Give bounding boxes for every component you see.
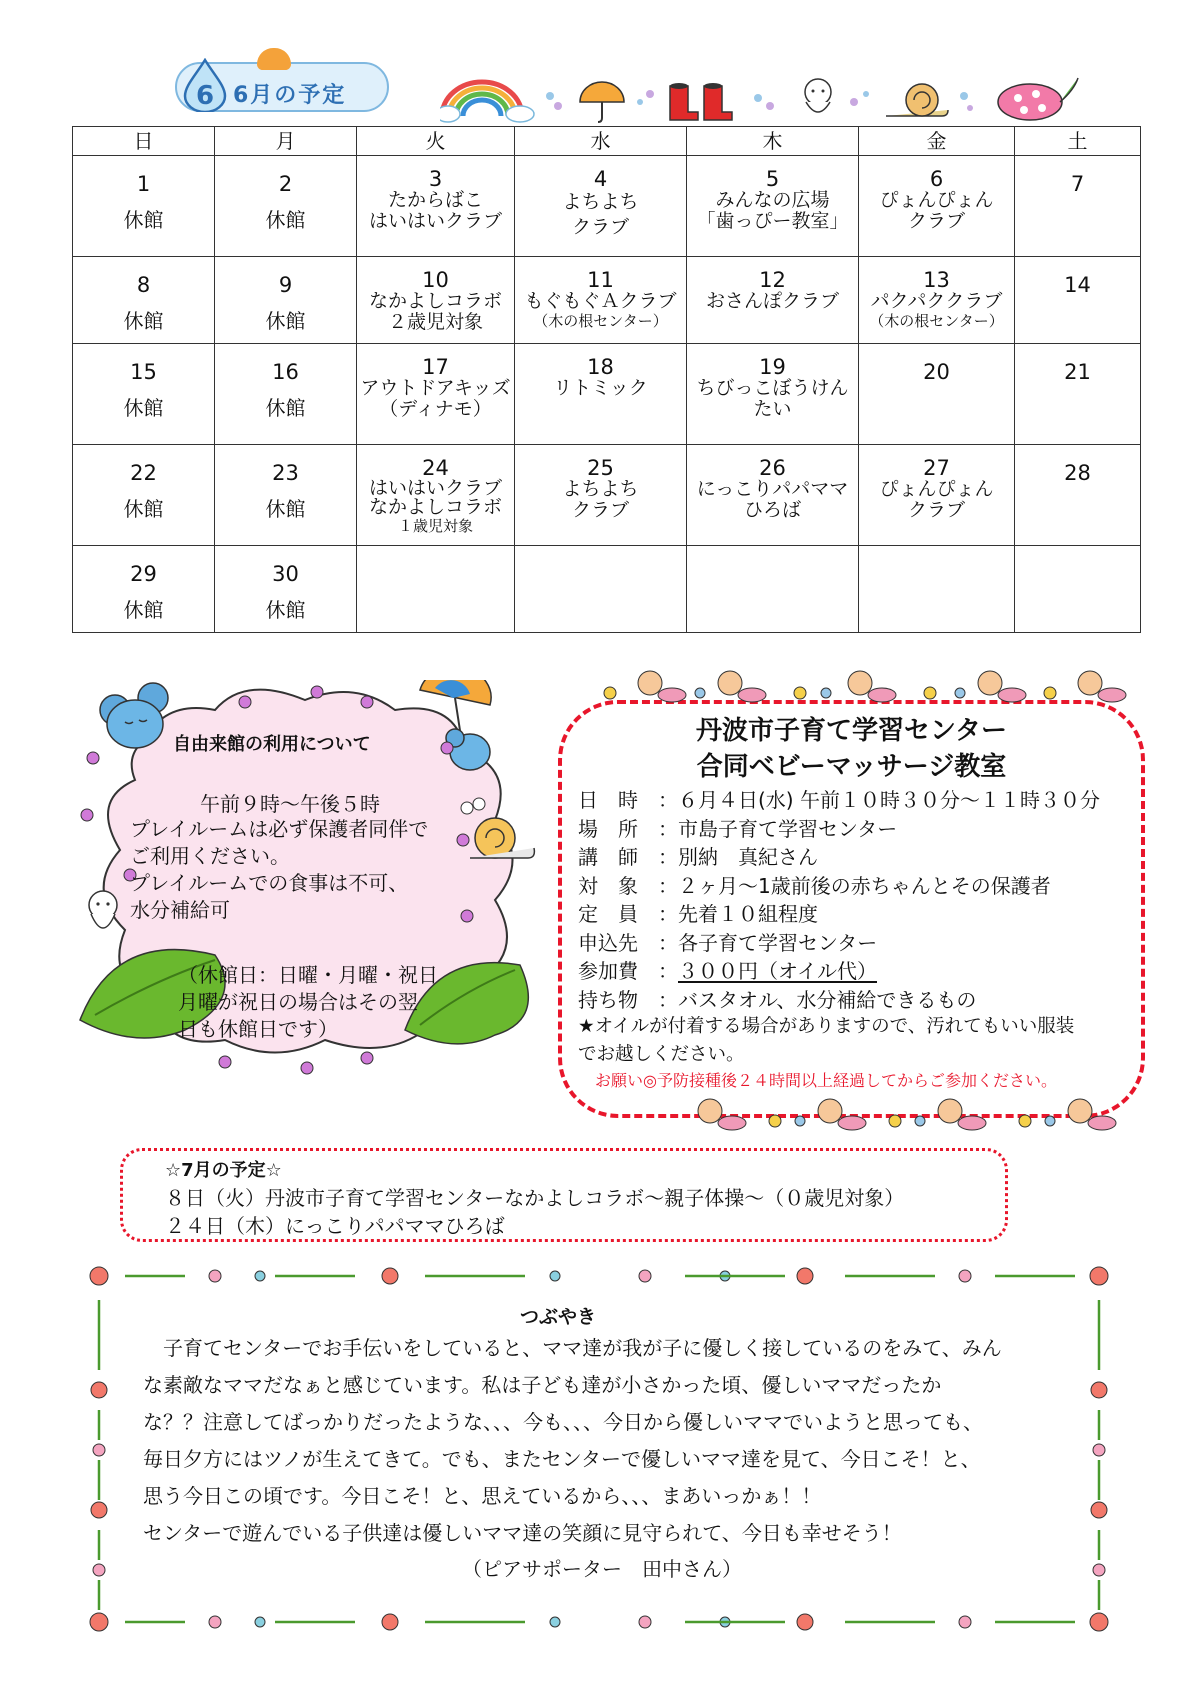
day-cell <box>73 445 215 546</box>
day-number: 4 <box>593 167 608 191</box>
sun-icon <box>257 48 291 70</box>
detail-label: 申込先 <box>578 930 638 955</box>
detail-row: 講 師 ： 別納 真紀さん <box>578 843 1138 872</box>
free-visit-hours: 午前９時～午後５時 <box>200 792 380 816</box>
flower-icon <box>546 92 562 110</box>
day-cell <box>859 445 1015 546</box>
day-cell <box>687 156 859 257</box>
event-label: おさんぽクラブ <box>705 290 839 312</box>
weekday-header-row <box>73 127 1141 156</box>
note-line: （休館日：日曜・月曜・祝日 <box>178 963 438 987</box>
day-number: 12 <box>759 268 786 292</box>
day-number: 21 <box>1064 360 1091 384</box>
event-label: ぴょんぴょん <box>879 478 994 500</box>
mutter-line: センターで遊んでいる子供達は優しいママ達の笑顔に見守られて、今日も幸せそう！ <box>143 1521 902 1545</box>
day-number: 10 <box>422 268 449 292</box>
event-label: パクパククラブ <box>870 290 1003 312</box>
event-label: リトミック <box>553 377 648 399</box>
day-cell <box>515 546 687 633</box>
closed-days-note <box>178 962 468 1043</box>
rule-line: 水分補給可 <box>130 898 230 922</box>
snail-icon <box>886 84 948 116</box>
day-number: 5 <box>765 167 780 191</box>
detail-value: バスタオル、水分補給できるもの <box>678 987 977 1012</box>
detail-label: 対 象 <box>578 873 638 898</box>
day-cell <box>73 156 215 257</box>
day-cell <box>215 156 357 257</box>
note-line: 月曜が祝日の場合はその翌 <box>178 990 418 1014</box>
mutter-body <box>143 1330 1063 1552</box>
calendar-week-5 <box>73 546 1141 633</box>
event-label: ちびっこぼうけん <box>696 377 849 399</box>
day-cell <box>515 445 687 546</box>
detail-row: 申込先 ： 各子育て学習センター <box>578 929 1138 958</box>
july-event: ８日（火）丹波市子育て学習センターなかよしコラボ～親子体操～（０歳児対象） <box>165 1186 905 1210</box>
mouse-icon <box>100 683 168 748</box>
day-cell <box>357 344 515 445</box>
closed-label: 休館 <box>123 497 164 521</box>
day-number: 22 <box>130 461 157 485</box>
day-number: 16 <box>272 360 299 384</box>
rule-line: プレイルームは必ず保護者同伴で <box>130 817 429 841</box>
detail-row: 場 所 ： 市島子育て学習センター <box>578 815 1138 844</box>
day-cell <box>357 257 515 344</box>
detail-label: 日 時 <box>578 788 638 812</box>
day-cell <box>1015 156 1141 257</box>
day-cell <box>73 257 215 344</box>
day-cell <box>73 344 215 445</box>
mutter-line: 毎日夕方にはツノが生えてきて。でも、またセンターで優しいママ達を見て、今日こそ！と、 <box>143 1447 981 1471</box>
day-number: 7 <box>1070 172 1085 196</box>
rainbow-icon <box>440 82 534 122</box>
day-number: 9 <box>278 273 293 297</box>
day-cell <box>1015 546 1141 633</box>
detail-row: 日 時 ： ６月４日(水) 午前１０時３０分～１１時３０分 <box>578 786 1138 815</box>
teru-teru-bozu-icon <box>805 79 831 112</box>
event-label: よちよち <box>562 191 639 213</box>
mutter-line: 子育てセンターでお手伝いをしていると、ママ達が我が子に優しく接しているのをみて、みん <box>143 1336 1002 1360</box>
rule-line: プレイルームでの食事は不可、 <box>130 871 409 895</box>
detail-value: 別納 真紀さん <box>678 845 818 869</box>
weekday-tue: 火 <box>357 127 515 156</box>
event-label: もぐもぐＡクラブ <box>524 290 677 312</box>
vaccination-request: お願い◎予防接種後２４時間以上経過してからご参加ください。 <box>595 1071 1057 1090</box>
detail-row: 定 員 ： 先着１０組程度 <box>578 900 1138 929</box>
page-title: 6月の予定 <box>233 83 347 108</box>
mutter-line: な？？注意してばっかりだったような、、、今も、、、今日から優しいママでいようと思っても、 <box>143 1410 983 1434</box>
day-number: 19 <box>759 355 786 379</box>
day-number: 15 <box>130 360 157 384</box>
day-number: 6 <box>929 167 944 191</box>
event-label: アウトドアキッズ <box>360 377 511 399</box>
day-cell <box>515 344 687 445</box>
mutter-title: つぶやき <box>520 1306 597 1328</box>
closed-label: 休館 <box>123 208 164 232</box>
baby-massage-details <box>578 786 1138 1014</box>
flower-icon <box>754 94 774 110</box>
day-cell <box>687 344 859 445</box>
day-cell <box>687 445 859 546</box>
detail-row: 持ち物 ： バスタオル、水分補給できるもの <box>578 986 1138 1015</box>
event-label: にっこりパパママ <box>696 478 849 500</box>
closed-label: 休館 <box>123 396 164 420</box>
july-event: ２４日（木）にっこりパパママひろば <box>165 1214 505 1238</box>
weekday-mon: 月 <box>215 127 357 156</box>
detail-value: ２ヶ月～1歳前後の赤ちゃんとその保護者 <box>678 873 1051 898</box>
event-label: ぴょんぴょん <box>879 189 994 211</box>
detail-value: 各子育て学習センター <box>678 930 878 955</box>
day-number: 2 <box>278 172 293 196</box>
day-number: 24 <box>422 456 449 480</box>
day-cell <box>687 546 859 633</box>
day-cell <box>859 344 1015 445</box>
calendar-week-4 <box>73 445 1141 546</box>
detail-value: ６月４日(水) 午前１０時３０分～１１時３０分 <box>678 788 1100 812</box>
baby-border-top <box>590 665 1130 707</box>
weekday-sun: 日 <box>73 127 215 156</box>
calendar-week-2 <box>73 257 1141 344</box>
svg-text:6: 6 <box>196 81 215 111</box>
weekday-thu: 木 <box>687 127 859 156</box>
day-number: 20 <box>923 360 950 384</box>
day-number: 27 <box>923 456 950 480</box>
day-number: 23 <box>272 461 299 485</box>
umbrella-icon <box>580 82 624 122</box>
detail-value: 市島子育て学習センター <box>678 816 898 841</box>
day-number: 11 <box>587 268 614 292</box>
day-cell <box>1015 257 1141 344</box>
note-line: ★オイルが付着する場合がありますので、汚れてもいい服装 <box>578 1016 1075 1037</box>
event-label: クラブ <box>907 210 965 232</box>
day-cell <box>215 546 357 633</box>
closed-label: 休館 <box>265 598 306 622</box>
event-label: クラブ <box>907 499 965 521</box>
event-label: みんなの広場 <box>715 189 830 211</box>
flower-icon <box>850 91 869 106</box>
event-label: たい <box>753 398 792 420</box>
day-cell <box>215 344 357 445</box>
event-location: （ディナモ） <box>379 398 492 420</box>
event-label: 「歯っぴー教室」 <box>696 210 849 232</box>
day-cell <box>1015 445 1141 546</box>
note-line: でお越しください。 <box>578 1044 745 1065</box>
day-cell <box>215 257 357 344</box>
july-title: ☆7月の予定☆ <box>165 1160 282 1181</box>
day-cell <box>1015 344 1141 445</box>
day-cell <box>859 546 1015 633</box>
day-cell <box>357 156 515 257</box>
day-number: 14 <box>1064 273 1091 297</box>
day-number: 26 <box>759 456 786 480</box>
mutter-line: な素敵なママだなぁと感じています。私は子ども達が小さかった頃、優しいママだったか <box>143 1373 942 1397</box>
day-cell <box>687 257 859 344</box>
day-number: 13 <box>923 268 950 292</box>
event-label: はいはいクラブ <box>368 210 502 232</box>
teru-teru-bozu-icon <box>89 891 117 928</box>
day-number: 3 <box>428 167 443 191</box>
flower-icon <box>960 92 973 111</box>
june-calendar <box>72 126 1141 633</box>
rain-drop-icon <box>181 58 229 112</box>
baby-border-bottom <box>680 1093 1120 1135</box>
day-cell <box>515 156 687 257</box>
clothing-note <box>578 1013 1138 1069</box>
mutter-signature: （ピアサポーター 田中さん） <box>462 1557 742 1581</box>
event-label: よちよち <box>562 478 639 500</box>
free-visit-rules <box>130 816 470 924</box>
detail-label: 講 師 <box>578 845 638 869</box>
mutter-line: 思う今日この頃です。今日こそ！と、思えているから、、、まあいっかぁ！！ <box>143 1484 822 1508</box>
day-cell <box>859 156 1015 257</box>
day-cell <box>357 546 515 633</box>
event-label: クラブ <box>571 216 629 238</box>
detail-label: 持ち物 <box>578 987 638 1012</box>
day-number: 29 <box>130 562 157 586</box>
day-cell <box>859 257 1015 344</box>
hydrangea-icon <box>998 78 1078 120</box>
header-decoration <box>440 72 1080 124</box>
weekday-sat: 土 <box>1015 127 1141 156</box>
day-number: 18 <box>587 355 614 379</box>
calendar-week-3 <box>73 344 1141 445</box>
baby-massage-title-1: 丹波市子育て学習センター <box>696 716 1007 746</box>
day-number: 25 <box>587 456 614 480</box>
detail-label: 定 員 <box>578 902 638 926</box>
event-location: （木の根センター） <box>869 312 1004 330</box>
day-number: 28 <box>1064 461 1091 485</box>
rule-line: ご利用ください。 <box>130 844 290 868</box>
event-label: たからばこ <box>387 189 483 211</box>
free-visit-title: 自由来館の利用について <box>173 734 371 755</box>
closed-label: 休館 <box>123 598 164 622</box>
weekday-fri: 金 <box>859 127 1015 156</box>
detail-row: 参加費 ： ３００円（オイル代） <box>578 957 1138 986</box>
day-number: 30 <box>272 562 299 586</box>
flower-icon <box>637 90 654 105</box>
detail-value: 先着１０組程度 <box>678 902 818 926</box>
closed-label: 休館 <box>123 309 164 333</box>
free-visit-panel <box>75 680 545 1080</box>
event-location: （木の根センター） <box>533 312 668 330</box>
day-number: 8 <box>136 273 151 297</box>
event-label: なかよしコラボ <box>368 290 502 312</box>
detail-label: 参加費 <box>578 959 638 983</box>
closed-label: 休館 <box>265 497 306 521</box>
calendar-week-1 <box>73 156 1141 257</box>
day-cell <box>357 445 515 546</box>
event-target: １歳児対象 <box>397 517 473 535</box>
detail-label: 場 所 <box>578 816 638 841</box>
day-cell <box>73 546 215 633</box>
weekday-wed: 水 <box>515 127 687 156</box>
boots-icon <box>670 83 732 120</box>
event-label: ２歳児対象 <box>387 311 483 333</box>
event-label: クラブ <box>571 499 629 521</box>
event-label: なかよしコラボ <box>368 496 502 518</box>
day-number: 1 <box>136 172 151 196</box>
baby-massage-title-2: 合同ベビーマッサージ教室 <box>696 752 1007 782</box>
detail-value: ３００円（オイル代） <box>678 959 877 983</box>
closed-label: 休館 <box>265 309 306 333</box>
closed-label: 休館 <box>265 208 306 232</box>
closed-label: 休館 <box>265 396 306 420</box>
detail-row: 対 象 ： ２ヶ月～1歳前後の赤ちゃんとその保護者 <box>578 872 1138 901</box>
event-label: はいはいクラブ <box>368 477 502 499</box>
day-cell <box>215 445 357 546</box>
note-line: 日も休館日です） <box>178 1017 338 1041</box>
day-number: 17 <box>422 355 449 379</box>
month-title-badge <box>175 52 385 112</box>
day-cell <box>515 257 687 344</box>
event-label: ひろば <box>743 499 801 521</box>
